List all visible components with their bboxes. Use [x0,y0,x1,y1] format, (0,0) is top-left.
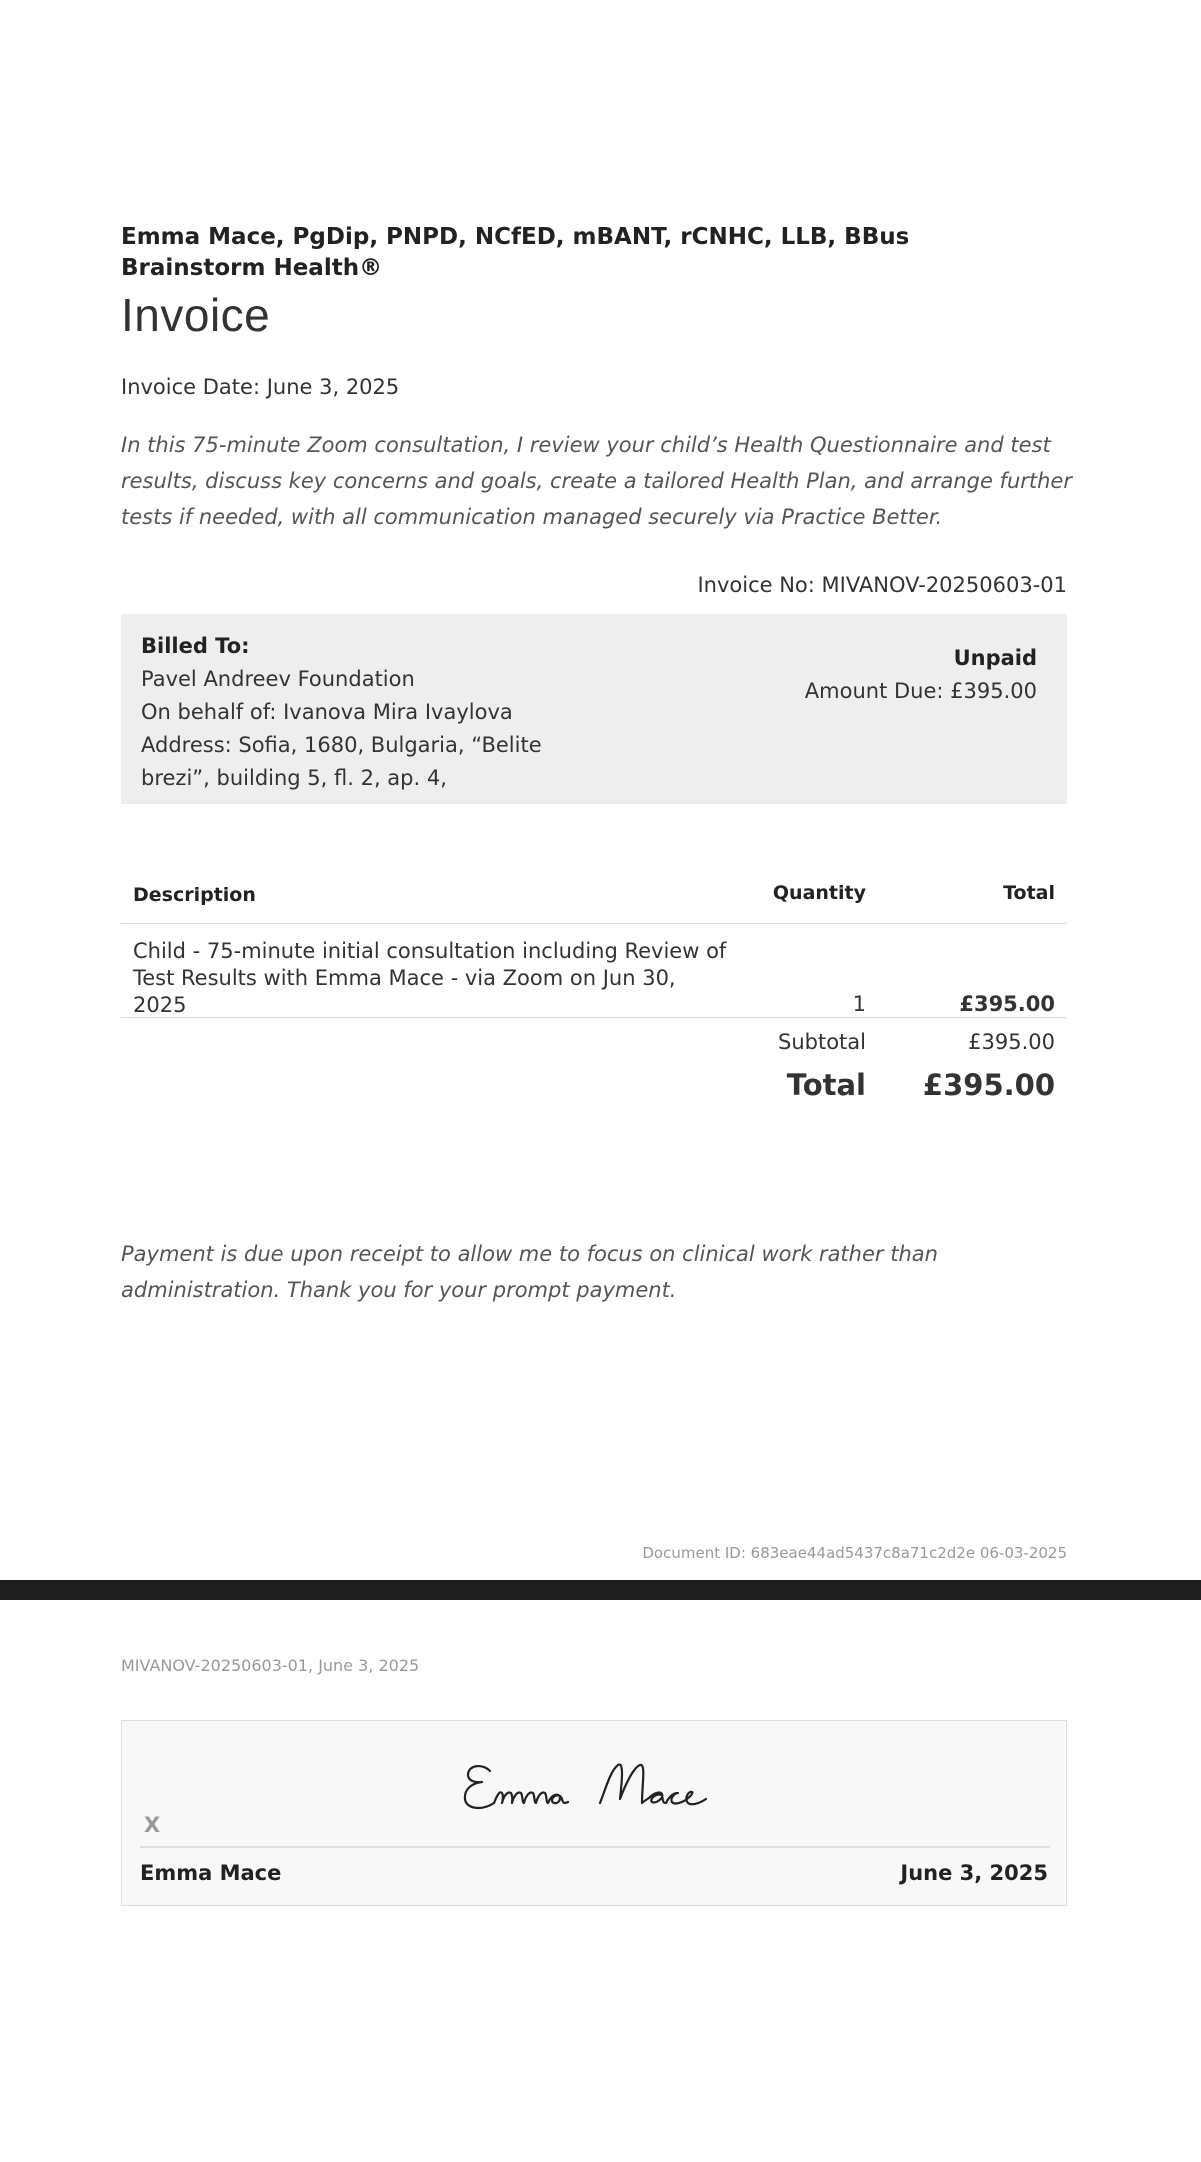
item-quantity: 1 [852,992,866,1016]
status-badge: Unpaid [953,646,1037,670]
item-description: Child - 75-minute initial consultation including Review of Test Results with Emma Mace - via Zoom on Jun 30, 2025 [133,939,727,1017]
subtotal-value: £395.00 [968,1030,1055,1054]
invoice-reference: MIVANOV-20250603-01, June 3, 2025 [121,1656,420,1675]
signature-line [140,1846,1050,1848]
payment-note: Payment is due upon receipt to allow me to focus on clinical work rather than administration. Thank you for your prompt payment. [121,1242,938,1302]
signature-graphic [460,1749,730,1819]
signed-date: June 3, 2025 [900,1861,1048,1885]
invoice-number: Invoice No: MIVANOV-20250603-01 [697,573,1067,597]
subtotal-row [121,1030,1067,1066]
billed-to-block [141,630,561,795]
line-items-table [121,878,1067,1018]
consultation-description: In this 75-minute Zoom consultation, I review your child’s Health Questionnaire and test results, discuss key concerns and goals, create a tailored Health Plan, and arrange further tests if needed, with all communication managed securely via Practice Better. [121,433,1072,529]
page-title: Invoice [121,289,271,341]
billed-on-behalf: On behalf of: Ivanova Mira Ivaylova [141,700,513,724]
signature-page [0,1600,1201,2162]
amount-due: Amount Due: £395.00 [804,679,1037,703]
header-description: Description [133,884,256,906]
handwritten-signature [122,1749,1068,1823]
signer-name: Emma Mace [140,1861,282,1885]
signature-x-mark: X [144,1813,161,1837]
total-value: £395.00 [922,1068,1055,1102]
item-total: £395.00 [959,992,1055,1016]
billed-to-name: Pavel Andreev Foundation [141,667,415,691]
document-id: Document ID: 683eae44ad5437c8a71c2d2e 06-03-2025 [642,1544,1067,1562]
billing-panel [121,614,1067,804]
billed-address: Address: Sofia, 1680, Bulgaria, “Belite brezi”, building 5, fl. 2, ap. 4, [141,733,542,790]
practice-name: Brainstorm Health® [121,255,383,281]
header-total: Total [1003,882,1055,904]
header-quantity: Quantity [772,882,866,904]
subtotal-label: Subtotal [778,1030,866,1054]
table-header [121,878,1067,924]
table-row [121,924,1067,1018]
invoice-date: Invoice Date: June 3, 2025 [121,375,400,399]
page-divider [0,1580,1201,1600]
billed-to-label: Billed To: [141,634,250,658]
payment-status-block [805,642,1037,708]
signature-box [121,1720,1067,1906]
total-label: Total [786,1068,866,1102]
practitioner-credentials: Emma Mace, PgDip, PNPD, NCfED, mBANT, rCNHC, LLB, BBus [121,224,910,250]
practitioner-header [121,222,909,284]
total-row [121,1068,1067,1112]
